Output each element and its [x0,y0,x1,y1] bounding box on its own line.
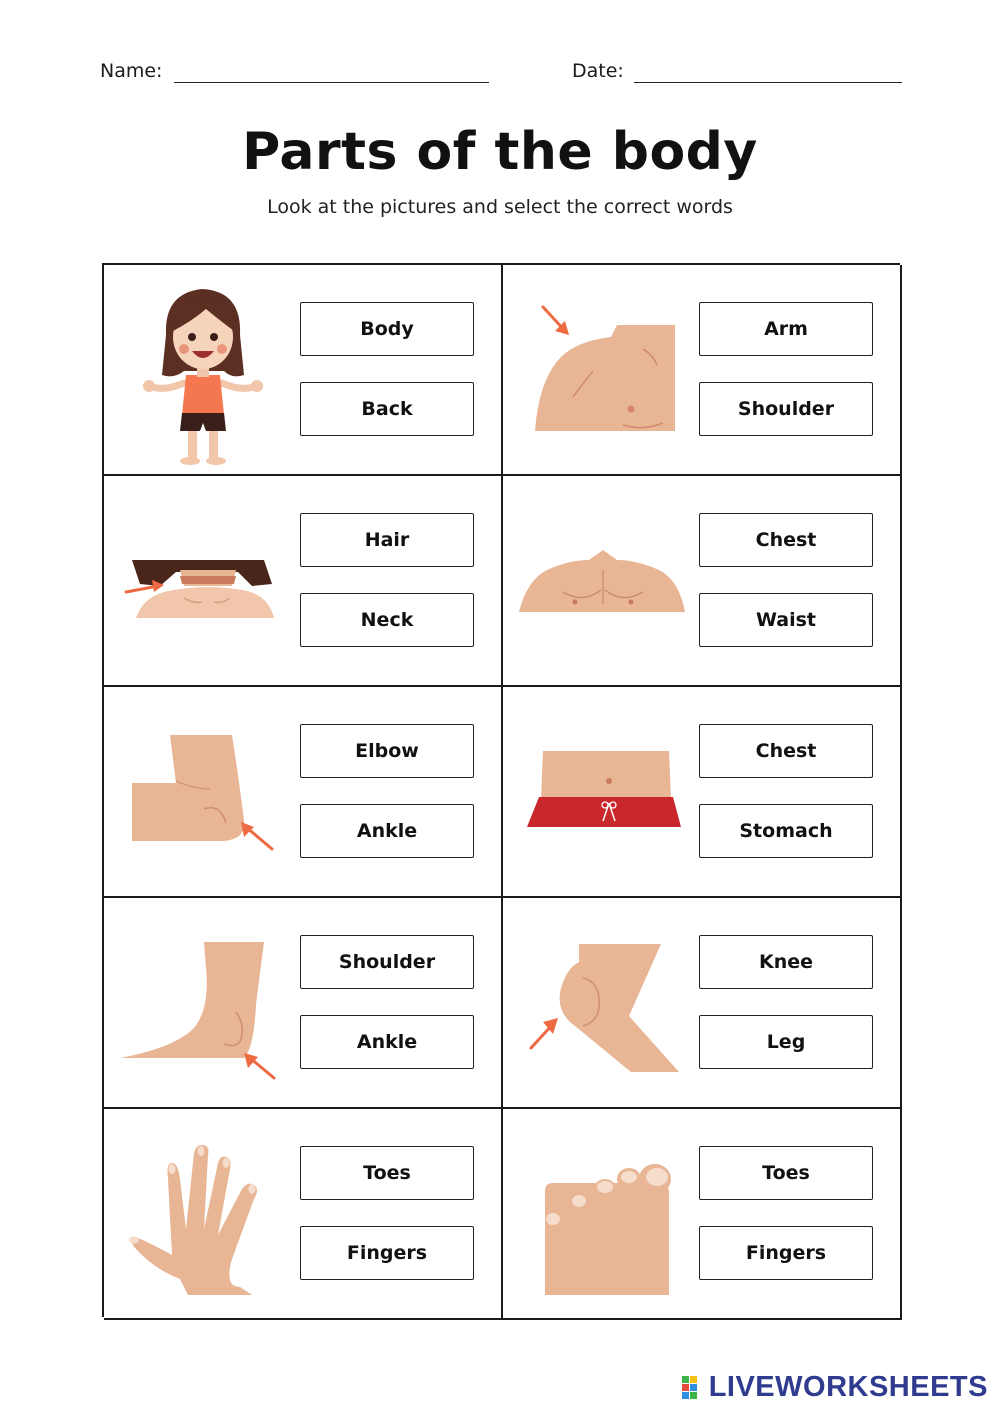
option-chest[interactable]: Chest [699,513,873,567]
page-subtitle: Look at the pictures and select the correct words [267,196,733,218]
cell-body [104,265,503,476]
liveworksheets-logo [681,1371,988,1404]
cell-hand [104,1109,503,1320]
option-shoulder[interactable]: Shoulder [699,382,873,436]
neck-illustration [114,486,294,676]
option-fingers[interactable]: Fingers [699,1226,873,1280]
cell-knee [503,898,902,1109]
option-shoulder[interactable]: Shoulder [300,935,474,989]
logo-icon [681,1375,707,1401]
option-toes[interactable]: Toes [300,1146,474,1200]
option-elbow[interactable]: Elbow [300,724,474,778]
cell-chest [503,476,902,687]
option-back[interactable]: Back [300,382,474,436]
option-fingers[interactable]: Fingers [300,1226,474,1280]
logo-text: LIVEWORKSHEETS [708,1371,988,1403]
shoulder-illustration [513,275,693,465]
cell-toes [503,1109,902,1320]
ankle-illustration [114,908,294,1098]
option-hair[interactable]: Hair [300,513,474,567]
chest-illustration [513,486,693,676]
option-ankle[interactable]: Ankle [300,1015,474,1069]
cell-stomach [503,687,902,898]
hand-illustration [114,1119,294,1309]
name-label: Name: [100,60,163,82]
option-neck[interactable]: Neck [300,593,474,647]
date-label: Date: [572,60,624,82]
girl-illustration [114,275,294,465]
option-ankle[interactable]: Ankle [300,804,474,858]
knee-illustration [513,908,693,1098]
cell-shoulder [503,265,902,476]
option-stomach[interactable]: Stomach [699,804,873,858]
option-chest[interactable]: Chest [699,724,873,778]
option-toes[interactable]: Toes [699,1146,873,1200]
name-line[interactable] [174,82,489,83]
toes-illustration [513,1119,693,1309]
worksheet-grid [102,263,900,1317]
cell-elbow [104,687,503,898]
option-waist[interactable]: Waist [699,593,873,647]
elbow-illustration [114,697,294,887]
page-title: Parts of the body [242,122,758,182]
stomach-illustration [513,697,693,887]
date-line[interactable] [634,82,902,83]
option-body[interactable]: Body [300,302,474,356]
option-arm[interactable]: Arm [699,302,873,356]
cell-ankle [104,898,503,1109]
cell-neck [104,476,503,687]
option-knee[interactable]: Knee [699,935,873,989]
option-leg[interactable]: Leg [699,1015,873,1069]
